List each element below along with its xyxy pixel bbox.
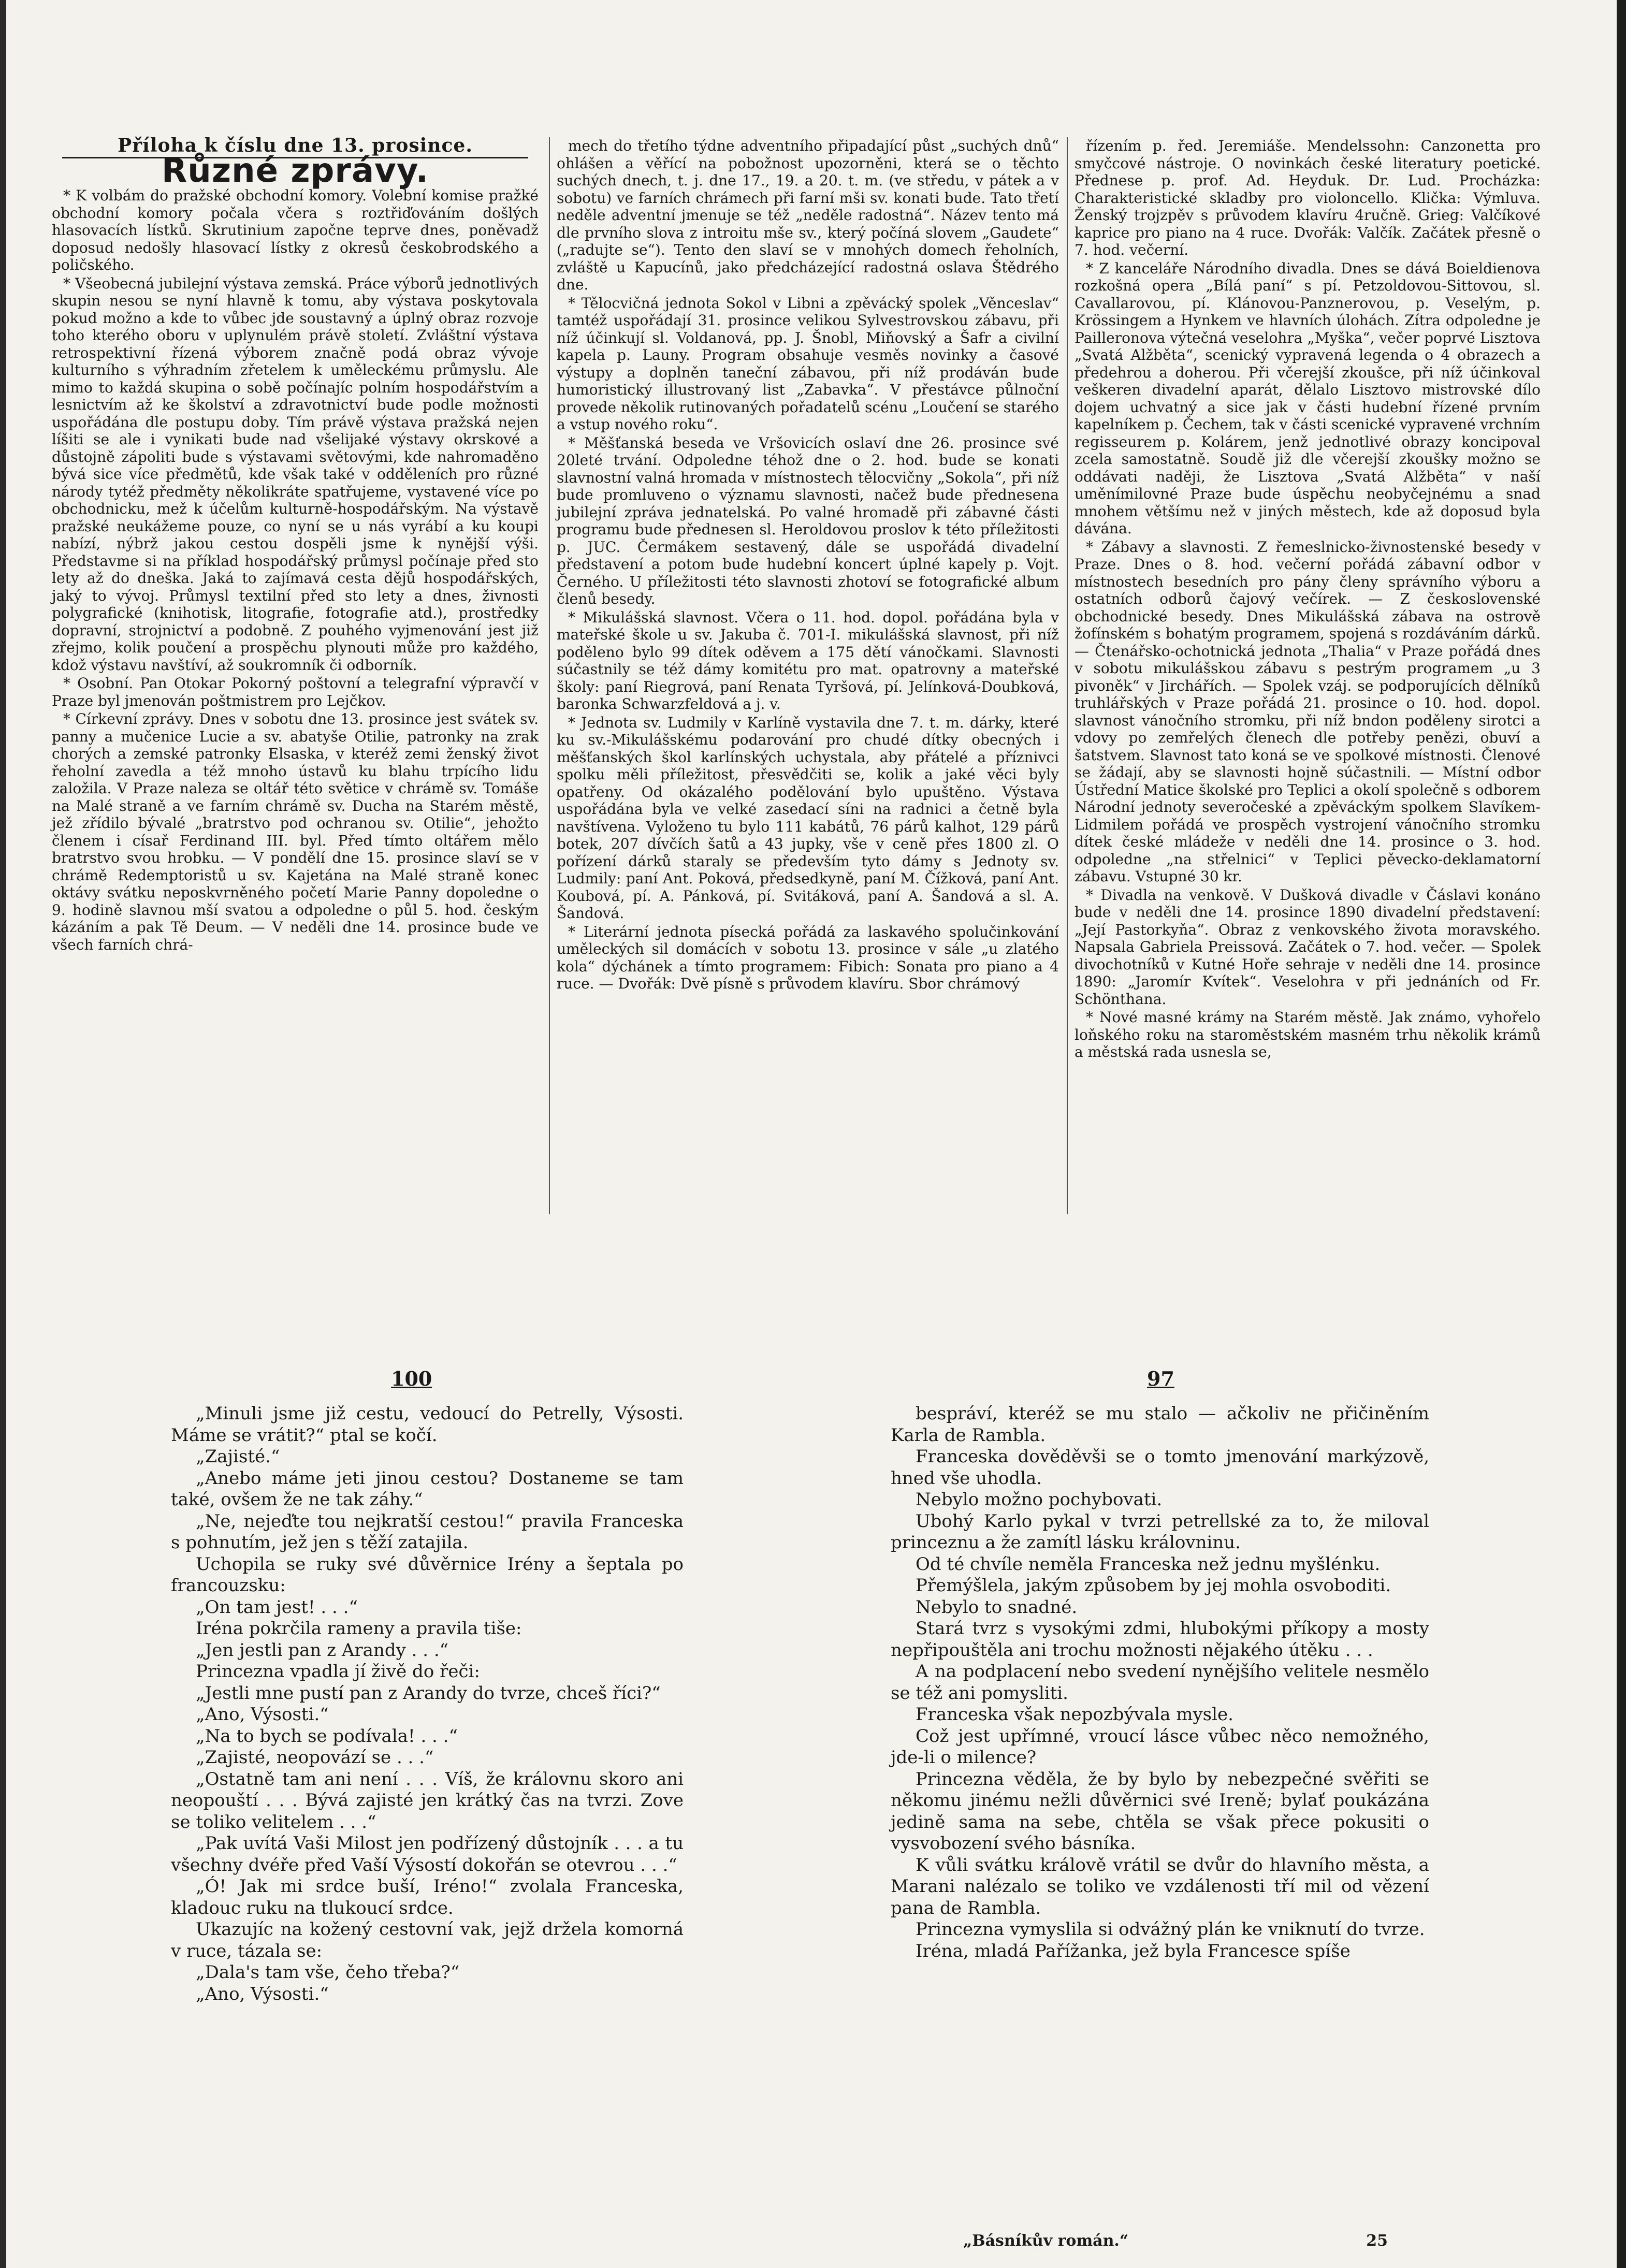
page-number-right: 97 [1147,1367,1174,1390]
novel-paragraph: „Ostatně tam ani není . . . Víš, že královnu skoro ani neopouští . . . Bývá zajisté jen krátký čas na tvrzi. Zove se toliko velitelem . . .“ [171,1768,684,1833]
news-item: řízením p. řed. Jeremiáše. Mendelssohn: Canzonetta pro smyčcové nástroje. O novinkách české literatury poetické. Přednese p. prof. Ad. Heyduk. Dr. Lud. Procházka: Charakteristické skladby pro violoncello. Klička: Výmluva. Ženský trojzpěv s průvodem klavíru 4ručně. Grieg: Valčíkové kaprice pro piano na 4 ruce. Dvořák: Valčík. Začátek přesně o 7. hod. večerní. [1075,137,1541,258]
novel-paragraph: Uchopila se ruky své důvěrnice Irény a šeptala po francouzsku: [171,1553,684,1596]
novel-paragraph: Nebylo možno pochybovati. [916,1489,1163,1510]
novel-paragraph: „Anebo máme jeti jinou cestou? Dostaneme se tam také, ovšem že ne tak záhy.“ [171,1467,684,1510]
novel-paragraph: „On tam jest! . . .“ [196,1596,358,1618]
column-divider [549,137,550,1214]
novel-paragraph: „Zajisté.“ [196,1446,280,1467]
news-item: * Osobní. Pan Otokar Pokorný poštovní a telegrafní výpravčí v Praze byl jmenován poštmistrem pro Lejčkov. [52,675,539,709]
novel-paragraph: Princezna vpadla jí živě do řeči: [196,1661,480,1682]
novel-paragraph: Franceska dověděvši se o tomto jmenování markýzově, hned vše uhodla. [891,1446,1429,1489]
page-number-left: 100 [391,1367,432,1390]
footer-sheet-number: 25 [1366,2232,1388,2250]
news-column-1 [52,137,539,954]
novel-paragraph: Od té chvíle neměla Franceska než jednu myšlénku. [916,1553,1381,1575]
novel-page-right [891,1403,1429,1962]
column-divider [1067,137,1068,1214]
news-column-2 [557,137,1059,994]
newspaper-section [52,135,1541,1256]
novel-paragraph: Franceska však nepozbývala mysle. [916,1704,1233,1725]
novel-paragraph: K vůli svátku králově vrátil se dvůr do hlavního města, a Marani nalézalo se toliko ve vzdálenosti tří mil od vězení pana de Rambla. [891,1854,1429,1918]
section-heading: Různé zprávy. [161,151,429,190]
footer-title: „Básníkův román.“ [963,2232,1129,2250]
novel-paragraph: „Ano, Výsosti.“ [196,1704,329,1725]
news-item: * Z kanceláře Národního divadla. Dnes se dává Boieldienova rozkošná opera „Bílá paní“ s pí. Petzoldovou-Sittovou, sl. Cavallarovou, pí. Klánovou-Panznerovou, p. Veselým, p. Krössingem a Hynkem ve hlavních úlohách. Zítra odpoledne je Pailleronova výtečná veselohra „Myška“, večer poprvé Lisztova „Svatá Alžběta“, scenický vypravená legenda o 4 obrazech a předehrou a doherou. Při včerejší zkoušce, při níž účinkoval veškeren divadelní aparát, dělalo Lisztovo mistrovské dílo dojem uchvatný a sice jak v části hudební řízené prvním kapelníkem p. Čechem, tak v části scenické vypravené vrchním regisseurem p. Kolárem, jenž jednotlivé obrazy koncipoval zcela samostatně. Soudě již dle včerejší zkoušky možno se oddávati naději, že Lisztova „Svatá Alžběta“ v naší uměnímilovné Praze bude úspěchu neobyčejnému a snad mnohem většímu než v jiných městech, kde až doposud byla dávána. [1075,259,1541,537]
supplement-title: Příloha k číslu dne 13. prosince. [118,135,473,156]
novel-paragraph: Nebylo to snadné. [916,1596,1078,1618]
novel-paragraph: Což jest upřímné, vroucí lásce vůbec něco nemožného, jde-li o milence? [891,1725,1429,1768]
novel-paragraph: „Pak uvítá Vaši Milost jen podřízený důstojník . . . a tu všechny dvéře před Vaší Výsostí dokořán se otevrou . . .“ [171,1833,684,1876]
novel-paragraph: Iréna, mladá Pařížanka, jež byla Francesce spíše [916,1940,1351,1961]
novel-paragraph: „Na to bych se podívala! . . .“ [196,1725,458,1747]
news-item: * K volbám do pražské obchodní komory. Volební komise pražké obchodní komory počala včera s roztřiďováním došlých hlasovacích lístků. Skrutinium započne teprve dnes, poněvadž doposud nedošly hlasovací lístky z okresů českobrodského a poličského. [52,187,539,273]
novel-paragraph: „Jen jestli pan z Arandy . . .“ [196,1639,449,1661]
news-item: * Všeobecná jubilejní výstava zemská. Práce výborů jednotlivých skupin nesou se nyní hlavně k tomu, aby výstava poskytovala pokud možno a kde to vůbec jde soustavný a úplný obraz rozvoje toho kterého oboru v uplynulém právě století. Zvláštní výstava retrospektivní řízená výborem značně podá obraz vývoje kulturního s výhradním zřetelem k uměleckému průmyslu. Ale mimo to každá skupina o sobě počínajíc polním hospodářstvím a lesnictvím až ke školství a zdravotnictví bude podle možnosti uspořádána dle postupu doby. Tím právě výstava pražská nejen líšiti se ale i vynikati bude nad všelijaké výstavy okrskové a důstojně zápoliti bude s výstavami světovými, kde nahromaděno bývá sice více předmětů, kde však také v odděleních pro různé národy tytéž předměty několikráte spatřujeme, vystavené více po obchodnicku, mež k účelům kulturně-hospodářským. Na výstavě pražské neukážeme pouze, co nyní se u nás vyrábí a ku koupi nabízí, nýbrž jakou cestou dospěli jsme k nynější výši. Představme si na příklad hospodářský průmysl počínaje před sto lety až do dneška. Jaká to zajímavá cesta dějů hospodářských, jaký to vývoj. Průmysl textilní před sto lety a dnes, živnosti polygrafické (knihotisk, litografie, fotografie atd.), prostředky dopravní, strojnictví a podobně. Z pouhého vyjmenování jest již zřejmo, kolik poučení a prospěchu plynouti může pro každého, kdož výstavu navštíví, až soukromník či odborník. [52,274,539,674]
novel-paragraph: „Ano, Výsosti.“ [196,1983,329,2004]
novel-paragraph: „Minuli jsme již cestu, vedoucí do Petrelly, Výsosti. Máme se vrátit?“ ptal se kočí. [171,1403,684,1446]
news-item: * Měšťanská beseda ve Vršovicích oslaví dne 26. prosince své 20leté trvání. Odpoledne téhož dne o 2. hod. bude se konati slavnostní valná hromada v místnostech tělocvičny „Sokola“, při níž bude promluveno o významu slavnosti, načež bude přednesena jubilejní zpráva jednatelská. Po valné hromadě při zábavné části programu bude přednesen sl. Heroldovou proslov k této příležitosti p. JUC. Čermákem sestavený, dále se uspořádá divadelní představení a potom bude hudební koncert úplné kapely p. Vojt. Černého. U příležitosti této slavnosti zhotoví se fotografické album členů besedy. [557,434,1059,607]
novel-paragraph: „Ó! Jak mi srdce buší, Iréno!“ zvolala Franceska, kladouc ruku na tlukoucí srdce. [171,1876,684,1918]
news-item: * Divadla na venkově. V Dušková divadle v Čáslavi konáno bude v neděli dne 14. prosince 1890 divadelní představení: „Její Pastorkyňa“. Obraz z venkovského života moravského. Napsala Gabriela Preissová. Začátek o 7. hod. večer. — Spolek divochotníků v Kutné Hoře sehraje v neděli dne 14. prosince 1890: „Jaromír Kvítek“. Veselohra v při jednáních od Fr. Schönthana. [1075,886,1541,1008]
novel-paragraph: Stará tvrz s vysokými zdmi, hlubokými příkopy a mosty nepřipouštěla ani trochu možnosti nějakého útěku . . . [891,1618,1429,1661]
novel-page-left [171,1403,684,2005]
novel-paragraph: A na podplacení nebo svedení nynějšího velitele nesmělo se též ani pomysliti. [891,1661,1429,1704]
novel-paragraph: „Ne, nejeďte tou nejkratší cestou!“ pravila Franceska s pohnutím, jež jen s těží zatajila. [171,1510,684,1553]
news-item: * Církevní zprávy. Dnes v sobotu dne 13. prosince jest svátek sv. panny a mučenice Lucie a sv. abatyše Otilie, patronky na zrak chorých a zemské patronky Elsaska, v kteréž zemi ženský život řeholní zavedla a též mnoho ústavů ku blahu trpícího lidu založila. V Praze naleza se oltář této světice v chrámě sv. Tomáše na Malé straně a ve farním chrámě sv. Ducha na Starém městě, jež zřídilo bývalé „bratrstvo pod ochranou sv. Otilie“, jehožto členem i císař Ferdinand III. byl. Před tímto oltářem mělo bratrstvo svou hrobku. — V pondělí dne 15. prosince slaví se v chrámě Redemptoristů u sv. Kajetána na Malé straně konec oktávy svátku neposkvrněného početí Marie Panny dopoledne o 9. hodině slavnou mší svatou a odpoledne o půl 5. hod. českým kázáním a pak Tě Deum. — V neděli dne 14. prosince bude ve všech farních chrá- [52,710,539,953]
novel-paragraph: bespráví, kteréž se mu stalo — ačkoliv ne přičiněním Karla de Rambla. [891,1403,1429,1446]
news-column-3 [1075,137,1541,1062]
news-item: * Tělocvičná jednota Sokol v Libni a zpěvácký spolek „Věnceslav“ tamtéž uspořádají 31. prosince velikou Sylvestrovskou zábavu, při níž účinkují sl. Voldanová, pp. J. Šnobl, Miňovský a Šafr a civilní kapela p. Launy. Program obsahuje vesměs novinky a časové výstupy a doplněn taneční zábavou, při níž prodáván bude humoristický illustrovaný list „Zabavka“. V přestávce půlnoční provede několik rutinovaných pořadatelů scénu „Loučení se starého a vstup nového roku“. [557,294,1059,433]
news-item: mech do třetího týdne adventního připadající půst „suchých dnů“ ohlášen a věřící na pobožnost upozorněni, která se o těchto suchých dnech, t. j. dne 17., 19. a 20. t. m. (ve středu, v pátek a v sobotu) ve farních chrámech při farní mši sv. konati bude. Tato třetí neděle adventní jmenuje se též „neděle radostná“. Název tento má dle prvního slova z introitu mše sv., který počíná slovem „Gaudete“ („radujte se“). Tento den slaví se v mnohých domech řeholních, zvláště u Kapucínů, jako předcházející radostná oslava Štědrého dne. [557,137,1059,293]
novel-paragraph: Ubohý Karlo pykal v tvrzi petrellské za to, že miloval princeznu a že zamítl lásku královninu. [891,1510,1429,1553]
news-item: * Literární jednota písecká pořádá za laskavého spolučinkování uměleckých sil domácích v sobotu 13. prosince v sále „u zlatého kola“ dýchánek a tímto programem: Fibich: Sonata pro piano a 4 ruce. — Dvořák: Dvě písně s průvodem klavíru. Sbor chrámový [557,923,1059,992]
novel-paragraph: Princezna vymyslila si odvážný plán ke vniknutí do tvrze. [916,1919,1425,1940]
novel-paragraph: Ukazujíc na kožený cestovní vak, jejž držela komorná v ruce, tázala se: [171,1919,684,1961]
news-item: * Nové masné krámy na Starém městě. Jak známo, vyhořelo loňského roku na staroměstském masném trhu několik krámů a městská rada usnesla se, [1075,1009,1541,1060]
novel-paragraph: Princezna věděla, že by bylo by nebezpečné svěřiti se někomu jinému nežli důvěrnici své Ireně; bylať poukázána jedině sama na sebe, chtěla se však přece pokusiti o vysvobození svého básníka. [891,1768,1429,1854]
novel-paragraph: „Dala's tam vše, čeho třeba?“ [196,1962,460,1983]
novel-paragraph: Iréna pokrčila rameny a pravila tiše: [196,1618,522,1639]
novel-section [0,1367,1626,2250]
novel-paragraph: Přemýšlela, jakým způsobem by jej mohla osvoboditi. [916,1575,1391,1596]
news-item: * Mikulášská slavnost. Včera o 11. hod. dopol. pořádána byla v mateřské škole u sv. Jakuba č. 701-I. mikulášská slavnost, při níž poděleno bylo 99 dítek oděvem a 175 dětí vánočkami. Slavnosti súčastnily se též dámy komitétu pro mat. opatrovny a mateřské školy: paní Riegrová, paní Renata Tyršová, pí. Jelínková-Doubková, baronka Schwarzfeldová a j. v. [557,608,1059,713]
news-item: * Zábavy a slavnosti. Z řemeslnicko-živnostenské besedy v Praze. Dnes o 8. hod. večerní pořádá zábavní odbor v místnostech besedních pro pány členy správního výboru a ostatních odborů čajový večírek. — Z československé obchodnické besedy. Dnes Mikulášská zábava na ostrově žofínském s bohatým programem, spojená s rozdáváním dárků. — Čtenářsko-ochotnická jednota „Thalia“ v Praze pořádá dnes v sobotu mikulášskou zábavu s pestrým programem „u 3 pivoněk“ v Jirchářích. — Spolek vzáj. se podporujících dělníků truhlářských v Praze pořádá 21. prosince o 10. hod. dopol. slavnost vánočního stromku, při níž bndon poděleny sirotci a vdovy po zemřelých členech dle potřeby penězi, obuví a šatstvem. Slavnost tato koná se ve spolkové místnosti. Členové se žádají, aby se slavnosti hojně súčastnili. — Místní odbor Ústřední Matice školské pro Teplici a okolí společně s odborem Národní jednoty severočeské a zpěváckým spolkem Slavíkem-Lidmilem pořádá ve prospěch vystrojení vánočního stromku dítek české mládeže v neděli dne 14. prosince o 3. hod. odpoledne „na střelnici“ v Teplici pěvecko-deklamatorní zábavu. Vstupné 30 kr. [1075,538,1541,885]
novel-paragraph: „Jestli mne pustí pan z Arandy do tvrze, chceš říci?“ [196,1682,661,1704]
news-item: * Jednota sv. Ludmily v Karlíně vystavila dne 7. t. m. dárky, které ku sv.-Mikulášskému podarování pro chudé dítky obecných i měšťanských škol karlínských uchystala, aby přátelé a příznivci spolku měli příležitost, přesvědčiti se, kolik a jaké věci byly opatřeny. Od okázalého podělování bylo upuštěno. Výstava uspořádána byla ve velké zasedací síni na radnici a četně byla navštívena. Vyloženo tu bylo 111 kabátů, 76 párů kalhot, 129 párů botek, 207 dívčích šatů a 43 jupky, vše v ceně přes 1800 zl. O pořízení dárků staraly se především tyto dámy s Jednoty sv. Ludmily: paní Ant. Poková, předsedkyně, paní M. Čížková, paní Ant. Koubová, pí. A. Pánková, pí. Svitáková, paní A. Šandová a sl. A. Šandová. [557,714,1059,922]
novel-paragraph: „Zajisté, neopovází se . . .“ [196,1747,434,1768]
